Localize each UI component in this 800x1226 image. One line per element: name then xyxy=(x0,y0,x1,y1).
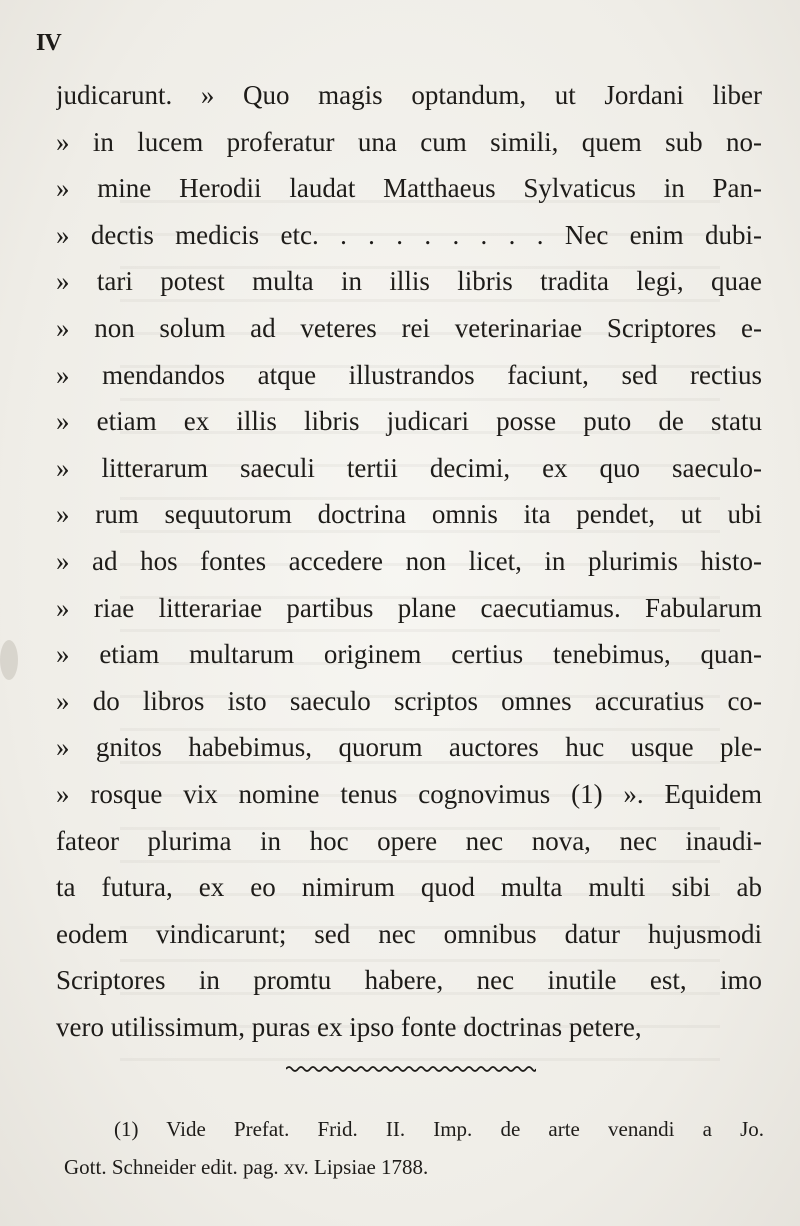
text-line: » etiam ex illis libris judicari posse puto de statu xyxy=(56,406,762,437)
text-line: » gnitos habebimus, quorum auctores huc usque ple- xyxy=(56,732,762,763)
text-line: » tari potest multa in illis libris tradita legi, quae xyxy=(56,266,762,297)
main-text-block xyxy=(56,72,762,1050)
text-line: » non solum ad veteres rei veterinariae Scriptores e- xyxy=(56,312,762,343)
text-line: » rum sequutorum doctrina omnis ita pendet, ut ubi xyxy=(56,499,762,530)
text-line: » riae litterariae partibus plane caecutiamus. Fabularum xyxy=(56,592,762,623)
text-line: » litterarum saeculi tertii decimi, ex quo saeculo- xyxy=(56,452,762,483)
text-line: ta futura, ex eo nimirum quod multa multi sibi ab xyxy=(56,872,762,903)
page-edge-smudge xyxy=(0,640,18,680)
text-line: » ad hos fontes accedere non licet, in plurimis histo- xyxy=(56,545,762,576)
text-line: » do libros isto saeculo scriptos omnes accuratius co- xyxy=(56,685,762,716)
ornamental-wavy-rule xyxy=(286,1064,536,1074)
text-line: eodem vindicarunt; sed nec omnibus datur hujusmodi xyxy=(56,918,762,949)
footnote-line: Gott. Schneider edit. pag. xv. Lipsiae 1788. xyxy=(64,1155,429,1179)
text-line: » in lucem proferatur una cum simili, quem sub no- xyxy=(56,126,762,157)
text-line: » mendandos atque illustrandos faciunt, sed rectius xyxy=(56,359,762,390)
text-line: » mine Herodii laudat Matthaeus Sylvaticus in Pan- xyxy=(56,173,762,204)
text-line: Scriptores in promtu habere, nec inutile est, imo xyxy=(56,965,762,996)
text-line: judicarunt. » Quo magis optandum, ut Jordani liber xyxy=(56,80,762,110)
text-line: fateor plurima in hoc opere nec nova, nec inaudi- xyxy=(56,825,762,856)
text-line: » rosque vix nomine tenus cognovimus (1) ». Equidem xyxy=(56,778,762,809)
text-line: vero utilissimum, puras ex ipso fonte doctrinas petere, xyxy=(56,1011,642,1042)
page-number: IV xyxy=(36,30,61,56)
text-line: » etiam multarum originem certius tenebimus, quan- xyxy=(56,639,762,670)
footnote-line: (1) Vide Prefat. Frid. II. Imp. de arte venandi a Jo. xyxy=(114,1117,764,1141)
footnotes xyxy=(64,1110,764,1186)
text-line: » dectis medicis etc. . . . . . . . . Nec enim dubi- xyxy=(56,219,762,250)
